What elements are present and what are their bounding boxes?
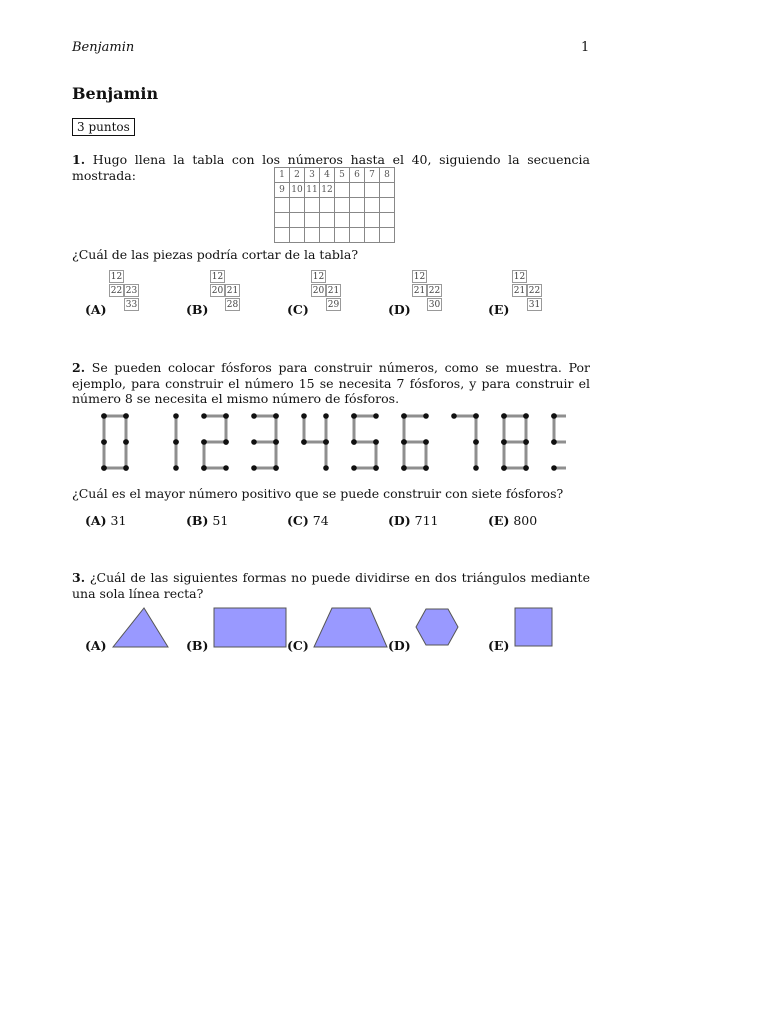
piece-cell: 29 bbox=[327, 300, 340, 310]
option-label: (D) bbox=[388, 302, 411, 317]
match-head bbox=[101, 465, 107, 471]
match-head bbox=[173, 465, 179, 471]
grid-cell: 4 bbox=[320, 168, 335, 183]
option-label: (C) bbox=[287, 302, 309, 317]
option-e-label[interactable] bbox=[488, 302, 509, 317]
grid-cell bbox=[275, 228, 290, 243]
match-head bbox=[201, 413, 207, 419]
triangle bbox=[113, 608, 168, 647]
square-shape bbox=[514, 607, 554, 649]
question-2-text bbox=[72, 360, 590, 407]
grid-cell bbox=[320, 198, 335, 213]
hexagon-shape bbox=[414, 607, 460, 649]
match-head bbox=[223, 465, 229, 471]
piece-cell: 31 bbox=[528, 300, 541, 310]
match-head bbox=[551, 439, 557, 445]
section-title: Benjamin bbox=[72, 84, 159, 103]
option-e-label[interactable] bbox=[488, 638, 509, 653]
piece-cell: 20 bbox=[211, 286, 224, 296]
hexagon bbox=[416, 609, 458, 645]
piece-cell: 21 bbox=[513, 286, 526, 296]
match-head bbox=[501, 439, 507, 445]
grid-cell bbox=[320, 228, 335, 243]
match-head bbox=[223, 413, 229, 419]
option-value: 711 bbox=[414, 513, 439, 528]
grid-cell bbox=[350, 228, 365, 243]
piece-cell: 20 bbox=[312, 286, 325, 296]
match-head bbox=[251, 413, 257, 419]
grid-cell bbox=[365, 228, 380, 243]
piece-cell: 22 bbox=[110, 286, 123, 296]
match-head bbox=[401, 465, 407, 471]
match-head bbox=[173, 439, 179, 445]
grid-cell bbox=[335, 198, 350, 213]
option-label: (C) bbox=[287, 638, 309, 653]
option-d-label[interactable] bbox=[388, 638, 411, 653]
grid-cell bbox=[320, 213, 335, 228]
option-d-label[interactable] bbox=[388, 302, 411, 317]
matchstick-digit-5 bbox=[351, 413, 379, 471]
grid-cell bbox=[290, 213, 305, 228]
grid-row bbox=[275, 183, 395, 198]
match-head bbox=[423, 439, 429, 445]
option-label: (E) bbox=[488, 513, 510, 528]
piece-c bbox=[311, 270, 343, 315]
match-head bbox=[351, 413, 357, 419]
match-head bbox=[201, 465, 207, 471]
option-e[interactable] bbox=[488, 513, 537, 528]
piece-cell: 28 bbox=[226, 300, 239, 310]
match-head bbox=[301, 439, 307, 445]
option-a-label[interactable] bbox=[85, 638, 107, 653]
grid-cell bbox=[380, 213, 395, 228]
match-head bbox=[373, 413, 379, 419]
grid-cell bbox=[335, 228, 350, 243]
matchstick-digit-3 bbox=[251, 413, 279, 471]
match-head bbox=[273, 439, 279, 445]
option-label: (A) bbox=[85, 302, 107, 317]
grid-cell bbox=[350, 213, 365, 228]
option-a-label[interactable] bbox=[85, 302, 107, 317]
match-head bbox=[473, 413, 479, 419]
grid-cell: 8 bbox=[380, 168, 395, 183]
question-body: ¿Cuál de las siguientes formas no puede dividirse en dos triángulos mediante una sola línea recta? bbox=[72, 570, 590, 601]
match-head bbox=[323, 413, 329, 419]
grid-cell bbox=[365, 183, 380, 198]
matchstick-digit-2 bbox=[201, 413, 229, 471]
grid-cell bbox=[290, 198, 305, 213]
option-label: (D) bbox=[388, 638, 411, 653]
triangle-shape bbox=[112, 607, 170, 649]
match-head bbox=[251, 439, 257, 445]
grid-cell bbox=[350, 183, 365, 198]
match-head bbox=[523, 465, 529, 471]
grid-cell bbox=[305, 213, 320, 228]
grid-cell bbox=[380, 228, 395, 243]
piece-d bbox=[412, 270, 444, 315]
match-head bbox=[273, 413, 279, 419]
match-head bbox=[123, 413, 129, 419]
piece-cell: 33 bbox=[125, 300, 138, 310]
match-head bbox=[501, 413, 507, 419]
matchstick-digit-4 bbox=[301, 413, 329, 471]
option-value: 31 bbox=[110, 513, 127, 528]
grid-cell bbox=[335, 183, 350, 198]
matchstick-digit-6 bbox=[401, 413, 429, 471]
grid-row bbox=[275, 168, 395, 183]
question-number: 1. bbox=[72, 152, 86, 167]
match-head bbox=[101, 439, 107, 445]
page-number: 1 bbox=[581, 40, 590, 55]
match-head bbox=[501, 465, 507, 471]
rectangle bbox=[214, 608, 286, 647]
grid-cell: 1 bbox=[275, 168, 290, 183]
question-1-prompt: ¿Cuál de las piezas podría cortar de la tabla? bbox=[72, 247, 359, 262]
grid-cell: 11 bbox=[305, 183, 320, 198]
rectangle-shape bbox=[213, 607, 288, 649]
match-head bbox=[273, 465, 279, 471]
match-head bbox=[301, 413, 307, 419]
piece-b bbox=[210, 270, 242, 315]
option-label: (E) bbox=[488, 302, 510, 317]
option-label: (A) bbox=[85, 513, 107, 528]
match-head bbox=[473, 465, 479, 471]
piece-cell: 12 bbox=[413, 272, 426, 282]
option-label: (D) bbox=[388, 513, 411, 528]
grid-cell bbox=[380, 183, 395, 198]
trapezoid bbox=[314, 608, 387, 647]
grid-cell bbox=[380, 198, 395, 213]
matchstick-digits bbox=[96, 408, 566, 476]
piece-cell: 12 bbox=[513, 272, 526, 282]
option-label: (E) bbox=[488, 638, 510, 653]
piece-cell: 22 bbox=[428, 286, 441, 296]
grid-cell bbox=[305, 228, 320, 243]
option-c[interactable] bbox=[287, 513, 329, 528]
match-head bbox=[401, 413, 407, 419]
number-grid bbox=[274, 167, 395, 243]
option-b-label[interactable] bbox=[186, 638, 208, 653]
option-value: 800 bbox=[513, 513, 538, 528]
match-head bbox=[251, 465, 257, 471]
grid-cell: 9 bbox=[275, 183, 290, 198]
question-2-prompt: ¿Cuál es el mayor número positivo que se puede construir con siete fósforos? bbox=[72, 486, 564, 501]
option-c-label[interactable] bbox=[287, 638, 309, 653]
piece-cell: 23 bbox=[125, 286, 138, 296]
piece-cell: 12 bbox=[211, 272, 224, 282]
match-head bbox=[551, 465, 557, 471]
question-number: 2. bbox=[72, 360, 86, 375]
option-d[interactable] bbox=[388, 513, 439, 528]
question-body: Hugo llena la tabla con los números hasta el 40, siguiendo la secuencia mostrada: bbox=[72, 152, 590, 183]
match-head bbox=[523, 413, 529, 419]
grid-cell bbox=[335, 213, 350, 228]
piece-cell: 30 bbox=[428, 300, 441, 310]
question-number: 3. bbox=[72, 570, 86, 585]
points-box: 3 puntos bbox=[72, 118, 135, 136]
match-head bbox=[101, 413, 107, 419]
match-head bbox=[223, 439, 229, 445]
grid-cell: 6 bbox=[350, 168, 365, 183]
match-head bbox=[351, 465, 357, 471]
option-label: (B) bbox=[186, 638, 209, 653]
match-head bbox=[373, 439, 379, 445]
grid-cell bbox=[365, 213, 380, 228]
piece-e bbox=[512, 270, 544, 315]
piece-cell: 21 bbox=[327, 286, 340, 296]
piece-a bbox=[109, 270, 141, 315]
option-b[interactable] bbox=[186, 513, 228, 528]
grid-cell bbox=[275, 198, 290, 213]
piece-cell: 12 bbox=[110, 272, 123, 282]
trapezoid-shape bbox=[312, 607, 389, 649]
match-head bbox=[173, 413, 179, 419]
grid-row bbox=[275, 198, 395, 213]
matchstick-digit-7 bbox=[451, 413, 479, 471]
match-head bbox=[551, 413, 557, 419]
option-label: (A) bbox=[85, 638, 107, 653]
match-head bbox=[323, 465, 329, 471]
square bbox=[515, 608, 552, 646]
match-head bbox=[473, 439, 479, 445]
grid-cell: 2 bbox=[290, 168, 305, 183]
grid-row bbox=[275, 213, 395, 228]
piece-cell: 12 bbox=[312, 272, 325, 282]
match-head bbox=[201, 439, 207, 445]
match-head bbox=[351, 439, 357, 445]
match-head bbox=[451, 413, 457, 419]
matchstick-digit-0 bbox=[101, 413, 129, 471]
option-label: (B) bbox=[186, 302, 209, 317]
match-head bbox=[123, 465, 129, 471]
grid-cell: 7 bbox=[365, 168, 380, 183]
grid-cell: 5 bbox=[335, 168, 350, 183]
match-head bbox=[401, 439, 407, 445]
grid-cell: 3 bbox=[305, 168, 320, 183]
option-value: 51 bbox=[212, 513, 229, 528]
grid-cell bbox=[290, 228, 305, 243]
grid-cell bbox=[365, 198, 380, 213]
grid-cell bbox=[275, 213, 290, 228]
matchstick-digit-1 bbox=[173, 413, 179, 471]
question-3-text bbox=[72, 570, 590, 601]
option-label: (C) bbox=[287, 513, 309, 528]
option-a[interactable] bbox=[85, 513, 126, 528]
option-c-label[interactable] bbox=[287, 302, 309, 317]
running-header: Benjamin bbox=[72, 40, 135, 55]
match-head bbox=[523, 439, 529, 445]
matchstick-digit-9 bbox=[551, 413, 566, 471]
option-b-label[interactable] bbox=[186, 302, 208, 317]
match-head bbox=[323, 439, 329, 445]
piece-cell: 22 bbox=[528, 286, 541, 296]
grid-row bbox=[275, 228, 395, 243]
grid-cell: 10 bbox=[290, 183, 305, 198]
match-head bbox=[373, 465, 379, 471]
question-body: Se pueden colocar fósforos para construir números, como se muestra. Por ejemplo, para construir el número 15 se necesita 7 fósforos, y para construir el número 8 se necesita el mismo número de fósforos. bbox=[72, 360, 590, 407]
option-value: 74 bbox=[312, 513, 329, 528]
grid-cell bbox=[350, 198, 365, 213]
matchstick-digit-8 bbox=[501, 413, 529, 471]
match-head bbox=[423, 413, 429, 419]
grid-cell: 12 bbox=[320, 183, 335, 198]
grid-cell bbox=[305, 198, 320, 213]
option-label: (B) bbox=[186, 513, 209, 528]
piece-cell: 21 bbox=[413, 286, 426, 296]
match-head bbox=[423, 465, 429, 471]
piece-cell: 21 bbox=[226, 286, 239, 296]
match-head bbox=[123, 439, 129, 445]
